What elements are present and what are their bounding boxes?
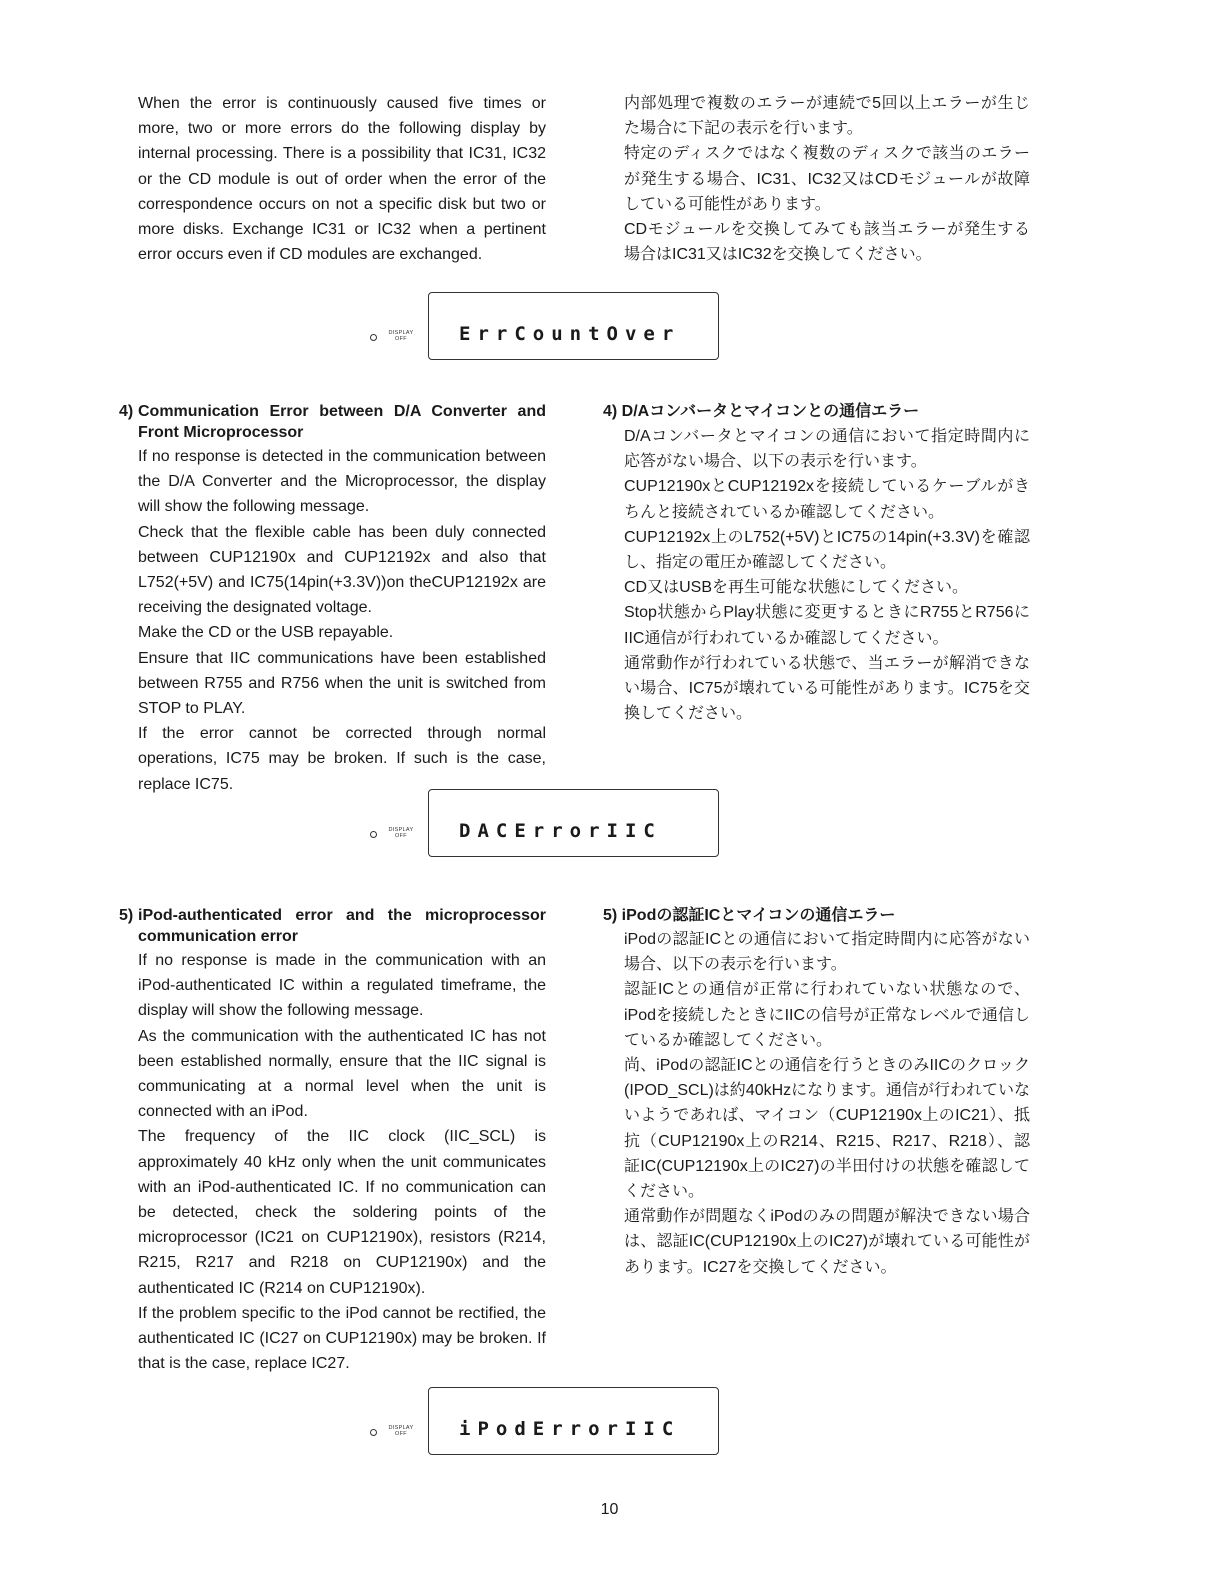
- paragraph: If no response is made in the communication with an iPod-authenticated IC within a regulated timeframe, the display will show the following message.: [138, 952, 546, 1020]
- display-text: DACErrorIIC: [459, 820, 662, 842]
- paragraph: Check that the flexible cable has been duly connected between CUP12190x and CUP12192x and also that L752(+5V) and IC75(14pin(+3.3V))on theCUP12192x are receiving the designated voltage.: [138, 523, 546, 617]
- section-title: Communication Error between D/A Converter and Front Microprocessor: [138, 403, 546, 441]
- section-5-text-en: [138, 948, 546, 1376]
- display-off-label: DISPLAY OFF: [388, 1425, 414, 1437]
- display-led-icon: [370, 831, 377, 838]
- intro-paragraph-jp: 特定のディスクではなく複数のディスクで該当のエラーが発生する場合、IC31、IC32又はCDモジュールが故障している可能性があります。: [624, 145, 1030, 213]
- section-number: 4): [119, 403, 134, 420]
- section-title: iPod-authenticated error and the microprocessor communication error: [138, 907, 546, 945]
- display-ipoderroriic: [370, 1387, 722, 1457]
- intro-text-jp: [624, 91, 1030, 267]
- display-panel: [428, 789, 719, 857]
- section-4-heading-en: [119, 401, 546, 443]
- paragraph: Stop状態からPlay状態に変更するときにR755とR756にIIC通信が行われているか確認してください。: [624, 604, 1030, 647]
- paragraph: Make the CD or the USB repayable.: [138, 624, 394, 642]
- paragraph: If the problem specific to the iPod cannot be rectified, the authenticated IC (IC27 on CUP12190x) may be broken. If that is the case, replace IC27.: [138, 1304, 546, 1373]
- paragraph: If no response is detected in the communication between the D/A Converter and the Microprocessor, the display will show the following message.: [138, 448, 546, 516]
- display-panel: [428, 1387, 719, 1455]
- paragraph: 認証ICとの通信が正常に行われていない状態なので、iPodを接続したときにIICの信号が正常なレベルで通信しているか確認してください。: [624, 981, 1030, 1049]
- display-off-label: DISPLAY OFF: [388, 330, 414, 342]
- section-5-heading-en: [119, 905, 546, 947]
- display-errcountover: [370, 292, 722, 362]
- section-5-text-jp: [624, 927, 1030, 1280]
- section-4-heading-jp: 4) D/Aコンバータとマイコンとの通信エラー: [603, 403, 920, 420]
- paragraph: The frequency of the IIC clock (IIC_SCL) is approximately 40 kHz only when the unit communicates with an iPod-authenticated IC. If no communication can be detected, check the soldering points of the microprocessor (IC21 on CUP12190x), resistors (R214, R215, R217 and R218 on CUP12190x) and the authenticated IC (R214 on CUP12190x).: [138, 1128, 546, 1297]
- section-number: 5): [119, 907, 134, 924]
- display-text: iPodErrorIIC: [459, 1418, 681, 1440]
- paragraph: D/Aコンバータとマイコンの通信において指定時間内に応答がない場合、以下の表示を行います。: [624, 428, 1030, 471]
- intro-paragraph-jp: 内部処理で複数のエラーが連続で5回以上エラーが生じた場合に下記の表示を行います。: [624, 95, 1030, 138]
- intro-paragraph-jp: CDモジュールを交換してみても該当エラーが発生する場合はIC31又はIC32を交換してください。: [624, 221, 1030, 264]
- paragraph: If the error cannot be corrected through normal operations, IC75 may be broken. If such is the case, replace IC75.: [138, 725, 546, 793]
- section-4-text-en: [138, 444, 546, 797]
- paragraph: Ensure that IIC communications have been established between R755 and R756 when the unit is switched from STOP to PLAY.: [138, 649, 546, 718]
- paragraph: 通常動作が問題なくiPodのみの問題が解決できない場合は、認証IC(CUP12190x上のIC27)が壊れている可能性があります。IC27を交換してください。: [624, 1208, 1030, 1276]
- paragraph: iPodの認証ICとの通信において指定時間内に応答がない場合、以下の表示を行います。: [624, 931, 1030, 974]
- paragraph: CUP12192x上のL752(+5V)とIC75の14pin(+3.3V)を確認し、指定の電圧か確認してください。: [624, 528, 1030, 572]
- display-led-icon: [370, 1429, 377, 1436]
- display-panel: [428, 292, 719, 360]
- paragraph: 通常動作が行われている状態で、当エラーが解消できない場合、IC75が壊れている可能性があります。IC75を交換してください。: [624, 654, 1030, 723]
- display-off-label: DISPLAY OFF: [388, 827, 414, 839]
- section-5-heading-jp: 5) iPodの認証ICとマイコンの通信エラー: [603, 907, 896, 924]
- section-4-text-jp: [624, 424, 1030, 726]
- paragraph: CD又はUSBを再生可能な状態にしてください。: [624, 579, 969, 597]
- intro-paragraph-en: When the error is continuously caused five times or more, two or more errors do the following display by internal processing. There is a possibility that IC31, IC32 or the CD module is out of order when the error of the correspondence occurs on not a specific disk but two or more disks. Exchange IC31 or IC32 when a pertinent error occurs even if CD modules are exchanged.: [138, 95, 546, 264]
- intro-text-en: [138, 91, 546, 267]
- display-text: ErrCountOver: [459, 323, 681, 345]
- display-dacerroriic: [370, 789, 722, 859]
- paragraph: As the communication with the authenticated IC has not been established normally, ensure that the IIC signal is communicating at a normal level when the unit is connected with an iPod.: [138, 1027, 546, 1121]
- paragraph: CUP12190xとCUP12192xを接続しているケーブルがきちんと接続されているか確認してください。: [624, 478, 1030, 521]
- display-led-icon: [370, 334, 377, 341]
- paragraph: 尚、iPodの認証ICとの通信を行うときのみIICのクロック(IPOD_SCL)は約40kHzになります。通信が行われていないようであれば、マイコン（CUP12190x上のIC21）、抵抗（CUP12190x上のR214、R215、R217、R218）、認証IC(CUP12190x上のIC27)の半田付けの状態を確認してください。: [624, 1057, 1030, 1201]
- page-number: 10: [600, 1501, 619, 1518]
